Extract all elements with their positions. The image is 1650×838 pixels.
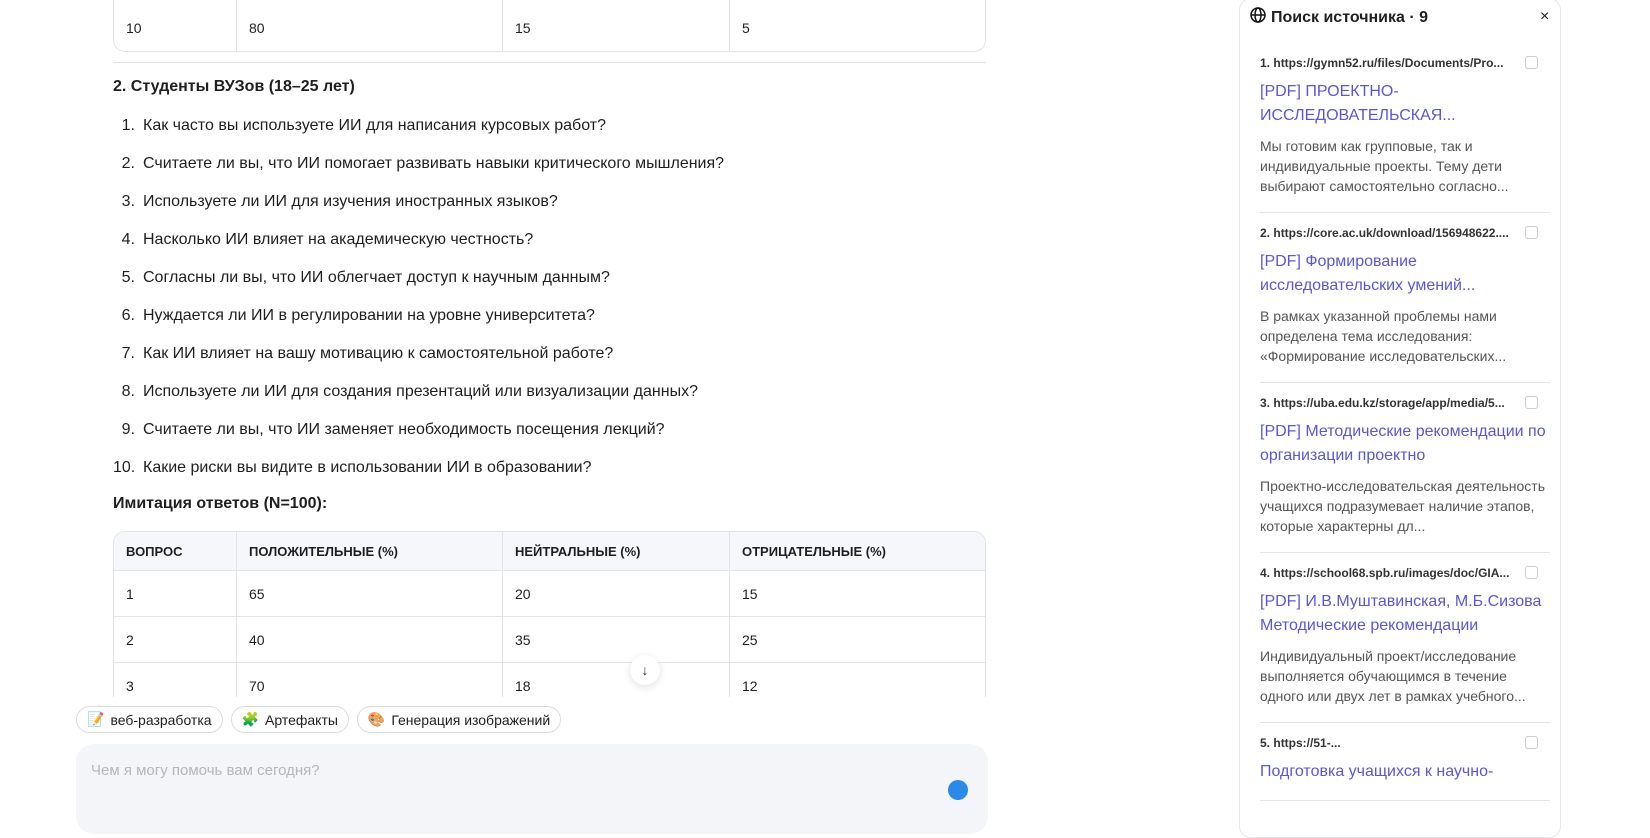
table-row [114,0,985,51]
source-checkbox[interactable] [1525,566,1538,579]
question-text: Как часто вы используете ИИ для написания курсовых работ? [143,117,606,134]
question-text: Используете ли ИИ для изучения иностранных языков? [143,193,558,210]
cell: 80 [237,0,503,51]
cell: 12 [742,678,758,694]
source-title[interactable]: [PDF] ПРОЕКТНО-ИССЛЕДОВАТЕЛЬСКАЯ... [1260,83,1456,124]
source-title[interactable]: [PDF] Формирование исследовательских умений... [1260,253,1476,294]
cell: 2 [114,617,237,663]
chip-1[interactable] [231,706,349,733]
source-item[interactable] [1260,224,1550,383]
close-panel-button[interactable]: × [1540,8,1550,25]
question-text: Согласны ли вы, что ИИ облегчает доступ к научным данным? [143,269,610,286]
table-previous [113,0,986,52]
question-item [113,146,724,184]
source-checkbox[interactable] [1525,736,1538,749]
question-number: 4. [121,231,135,248]
col-header: ОТРИЦАТЕЛЬНЫЕ (%) [730,532,985,571]
cell: 3 [114,663,237,697]
question-number: 3. [121,193,135,210]
question-number: 6. [121,307,135,324]
chip-2[interactable] [357,706,561,733]
question-number: 5. [121,269,135,286]
source-title[interactable]: [PDF] И.В.Муштавинская, М.Б.Сизова Методические рекомендации [1260,593,1542,634]
table-row [114,663,985,697]
question-item [113,298,724,336]
source-url[interactable]: https://uba.edu.kz/storage/app/media/5... [1273,396,1505,410]
cell: 35 [503,617,730,663]
table-header [114,532,985,571]
question-item [113,222,724,260]
cell: 70 [237,663,503,697]
divider [113,62,986,63]
source-title[interactable]: Подготовка учащихся к научно- [1260,763,1494,780]
source-number: 2. [1260,226,1271,240]
source-checkbox[interactable] [1525,396,1538,409]
source-snippet: Индивидуальный проект/исследование выполняется обучающимся в течение одного или двух лет в рамках учебного... [1260,648,1526,704]
chip-icon: 🧩 [241,711,259,727]
simulation-title: Имитация ответов (N=100): [113,495,328,512]
table-row [114,571,985,617]
source-snippet: Проектно-исследовательская деятельность учащихся подразумевает наличие этапов, которые характерны дл... [1260,478,1546,534]
cell: 15 [503,0,730,51]
question-number: 9. [121,421,135,438]
scroll-down-button[interactable] [630,655,660,685]
results-table [113,531,986,697]
col-header: НЕЙТРАЛЬНЫЕ (%) [503,532,730,571]
question-item [113,336,724,374]
question-number: 7. [121,345,135,362]
chip-0[interactable] [76,706,223,733]
question-text: Нуждается ли ИИ в регулировании на уровне университета? [143,307,595,324]
question-number: 8. [121,383,135,400]
suggestion-chips [76,706,561,733]
source-item[interactable] [1260,564,1550,723]
question-item [113,412,724,450]
question-number: 1. [121,117,135,134]
arrow-down-icon: ↓ [641,662,649,678]
question-item [113,260,724,298]
source-snippet: Мы готовим как групповые, так и индивидуальные проекты. Тему дети выбирают самостоятельно согласно... [1260,138,1509,194]
question-list [113,108,724,488]
chat-content [113,0,986,697]
cell: 5 [742,20,750,36]
question-item [113,450,724,488]
question-text: Используете ли ИИ для создания презентаций или визуализации данных? [143,383,698,400]
question-number: 10. [113,459,136,476]
chip-label: Артефакты [265,711,338,728]
source-url[interactable]: https://core.ac.uk/download/156948622.... [1273,226,1509,240]
question-item [113,374,724,412]
cell: 20 [503,571,730,617]
chip-icon: 📝 [87,711,105,727]
table-row [114,617,985,663]
source-item[interactable] [1260,734,1550,801]
cell: 65 [237,571,503,617]
chat-input[interactable] [76,744,988,797]
question-text: Какие риски вы видите в использовании ИИ в образовании? [143,459,592,476]
sources-panel [1239,0,1561,838]
source-checkbox[interactable] [1525,56,1538,69]
send-button[interactable] [948,780,968,800]
cell: 1 [114,571,237,617]
source-title[interactable]: [PDF] Методические рекомендации по организации проектно [1260,423,1546,464]
question-item [113,108,724,146]
source-item[interactable] [1260,54,1550,213]
cell: 25 [730,617,985,663]
source-url[interactable]: https://51-... [1273,736,1341,750]
source-snippet: В рамках указанной проблемы нами определена тема исследования: «Формирование исследовательских... [1260,308,1507,364]
source-checkbox[interactable] [1525,226,1538,239]
cell: 10 [114,0,237,51]
question-text: Как ИИ влияет на вашу мотивацию к самостоятельной работе? [143,345,614,362]
cell: 15 [730,571,985,617]
question-text: Считаете ли вы, что ИИ заменяет необходимость посещения лекций? [143,421,665,438]
chip-label: Генерация изображений [391,711,551,728]
cell: 40 [237,617,503,663]
col-header: ВОПРОС [114,532,237,571]
cell: 18 [503,663,730,697]
source-url[interactable]: https://gymn52.ru/files/Documents/Pro... [1273,56,1504,70]
source-number: 1. [1260,56,1271,70]
question-text: Насколько ИИ влияет на академическую честность? [143,231,534,248]
col-header: ПОЛОЖИТЕЛЬНЫЕ (%) [237,532,503,571]
source-item[interactable] [1260,394,1550,553]
chip-label: веб-разработка [110,711,212,728]
question-number: 2. [121,155,135,172]
question-text: Считаете ли вы, что ИИ помогает развивать навыки критического мышления? [143,155,725,172]
chat-input-box [76,744,988,834]
panel-title: Поиск источника · 9 [1271,8,1429,26]
source-number: 4. [1260,566,1271,580]
chip-icon: 🎨 [367,711,386,727]
globe-icon [1250,7,1266,28]
section-title: 2. Студенты ВУЗов (18–25 лет) [113,78,355,95]
source-number: 3. [1260,396,1271,410]
source-number: 5. [1260,736,1271,750]
source-url[interactable]: https://school68.spb.ru/images/doc/GIA... [1273,566,1510,580]
question-item [113,184,724,222]
